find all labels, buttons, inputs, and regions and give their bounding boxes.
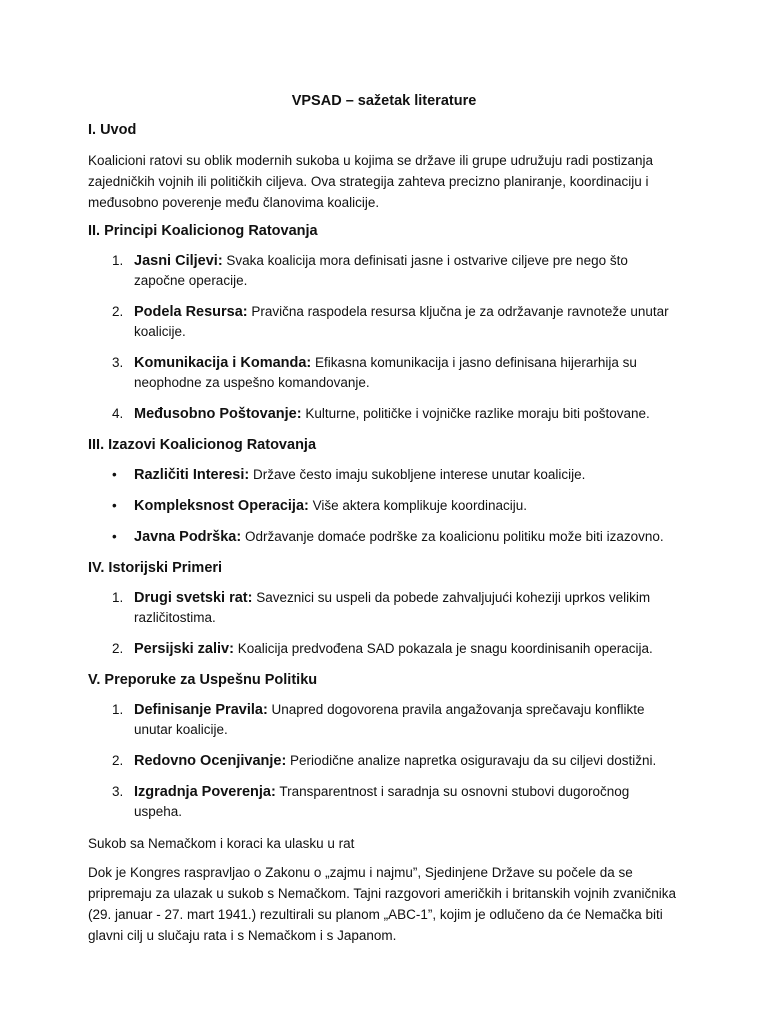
item-term: Izgradnja Poverenja: [134, 784, 276, 800]
item-term: Redovno Ocenjivanje: [134, 753, 287, 769]
bullet-icon: • [112, 529, 117, 544]
closing-subtitle: Sukob sa Nemačkom i koraci ka ulasku u rat [88, 836, 355, 851]
document-title: VPSAD – sažetak literature [291, 93, 477, 109]
bullet-icon: • [112, 498, 117, 513]
list-item [88, 782, 680, 822]
list-item [88, 404, 680, 424]
section-heading-preporuke: V. Preporuke za Uspešnu Politiku [88, 672, 318, 688]
item-term: Kompleksnost Operacija: [134, 498, 309, 514]
list-number: 4. [112, 406, 124, 421]
list-item [88, 527, 680, 547]
item-text: Pravična raspodela resursa ključna je za održavanje ravnoteže unutar koalicije. [134, 304, 669, 339]
item-text: Održavanje domaće podrške za koalicionu politiku može biti izazovno. [241, 529, 664, 544]
item-term: Podela Resursa: [134, 304, 248, 320]
bullet-icon: • [112, 467, 117, 482]
item-term: Jasni Ciljevi: [134, 253, 223, 269]
item-text: Države često imaju sukobljene interese unutar koalicije. [249, 467, 586, 482]
item-term: Komunikacija i Komanda: [134, 355, 312, 371]
item-text: Svaka koalicija mora definisati jasne i ostvarive ciljeve pre nego što započne operacije. [134, 253, 628, 288]
list-item [88, 465, 680, 485]
principles-list [88, 251, 680, 424]
section-heading-principi: II. Principi Koalicionog Ratovanja [88, 223, 318, 239]
section-heading-uvod: I. Uvod [88, 122, 137, 138]
examples-list [88, 588, 680, 659]
list-number: 2. [112, 753, 124, 768]
section-heading-izazovi: III. Izazovi Koalicionog Ratovanja [88, 437, 317, 453]
item-term: Međusobno Poštovanje: [134, 406, 302, 422]
item-term: Javna Podrška: [134, 529, 242, 545]
recommendations-list [88, 700, 680, 822]
item-term: Različiti Interesi: [134, 467, 250, 483]
list-item [88, 496, 680, 516]
item-text: Transparentnost i saradnja su osnovni stubovi dugoročnog uspeha. [134, 784, 630, 819]
item-text: Kulturne, političke i vojničke razlike moraju biti poštovane. [301, 406, 650, 421]
list-item [88, 700, 680, 740]
item-text: Više aktera komplikuje koordinaciju. [308, 498, 527, 513]
list-item [88, 751, 680, 771]
list-item [88, 639, 680, 659]
list-item [88, 302, 680, 342]
list-number: 1. [112, 590, 124, 605]
list-number: 3. [112, 355, 124, 370]
list-number: 1. [112, 702, 124, 717]
list-number: 3. [112, 784, 124, 799]
list-item [88, 251, 680, 291]
list-number: 2. [112, 304, 124, 319]
item-text: Saveznici su uspeli da pobede zahvaljujući koheziji uprkos velikim različitostima. [134, 590, 651, 625]
challenges-list [88, 465, 680, 547]
section-heading-primeri: IV. Istorijski Primeri [88, 560, 223, 576]
item-text: Koalicija predvođena SAD pokazala je snagu koordinisanih operacija. [233, 641, 653, 656]
item-text: Unapred dogovorena pravila angažovanja sprečavaju konflikte unutar koalicije. [134, 702, 645, 737]
item-text: Efikasna komunikacija i jasno definisana hijerarhija su neophodne za uspešno komandovanje. [134, 355, 637, 390]
intro-paragraph: Koalicioni ratovi su oblik modernih sukoba u kojima se države ili grupe udružuju radi postizanja zajedničkih vojnih ili političkih ciljeva. Ova strategija zahteva precizno planiranje, koordinaciju i međusobno poverenje među članovima koalicije. [88, 153, 654, 210]
document-page [88, 91, 680, 954]
list-item [88, 588, 680, 628]
item-term: Drugi svetski rat: [134, 590, 253, 606]
list-number: 2. [112, 641, 124, 656]
closing-paragraph: Dok je Kongres raspravljao o Zakonu o „zajmu i najmu”, Sjedinjene Države su počele da se pripremaju za ulazak u sukob s Nemačkom. Tajni razgovori američkih i britanskih vojnih zvaničnika (29. januar - 27. mart 1941.) rezultirali su planom „ABC-1”, kojim je odlučeno da će Nemačka biti glavni cilj u slučaju rata i s Nemačkom i s Japanom. [88, 865, 677, 943]
item-term: Definisanje Pravila: [134, 702, 268, 718]
list-item [88, 353, 680, 393]
list-number: 1. [112, 253, 124, 268]
item-term: Persijski zaliv: [134, 641, 234, 657]
item-text: Periodične analize napretka osiguravaju da su ciljevi dostižni. [286, 753, 657, 768]
